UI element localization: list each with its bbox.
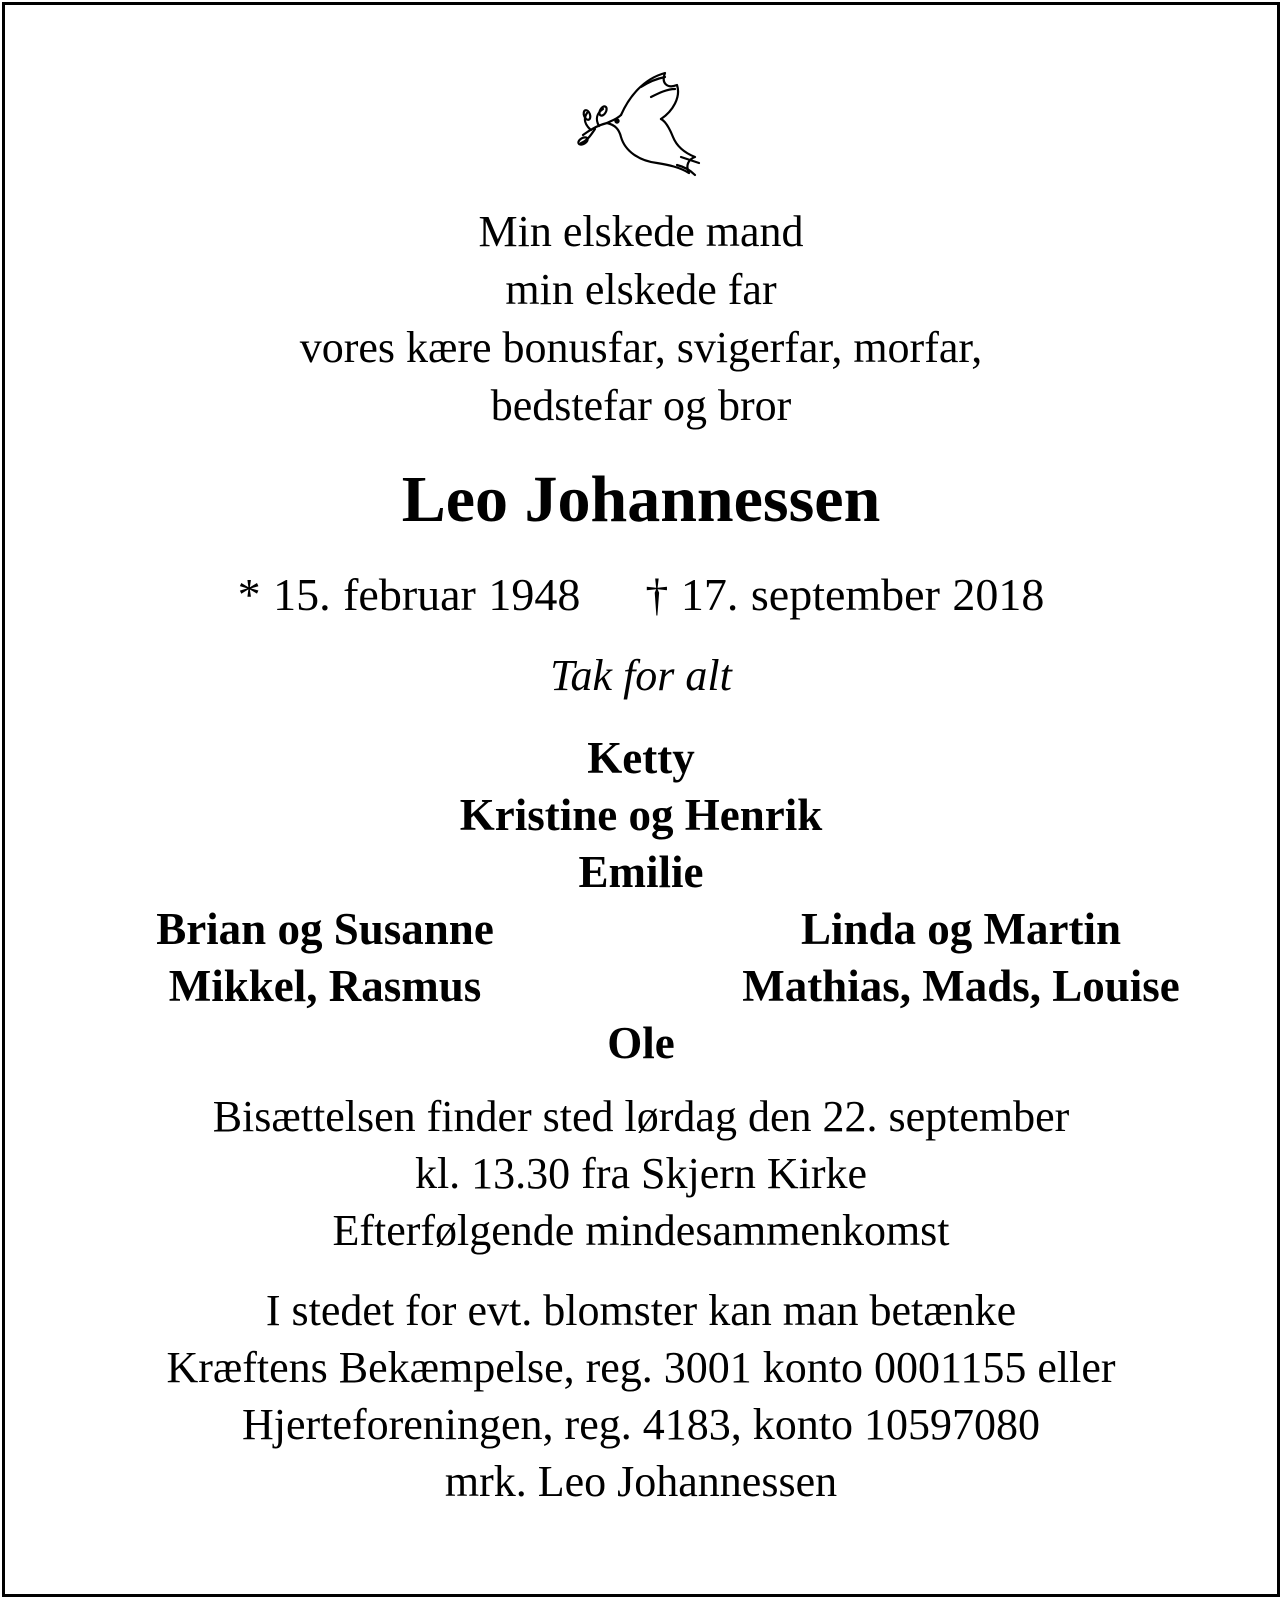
intro-text [5, 203, 1277, 435]
funeral-info [5, 1088, 1277, 1259]
family-line: Brian og Susanne [156, 904, 494, 954]
birth-date: 15. februar 1948 [273, 569, 581, 620]
funeral-line: kl. 13.30 fra Skjern Kirke [414, 1149, 868, 1198]
family-bottom [5, 1015, 1277, 1072]
family-line: Emilie [578, 847, 704, 897]
donation-line: Kræftens Bekæmpelse, reg. 3001 konto 0001155 eller [166, 1343, 1116, 1392]
death-symbol: † [645, 569, 669, 620]
intro-line: bedstefar og bror [490, 381, 792, 430]
family-line: Ketty [587, 733, 695, 783]
donation-line: mrk. Leo Johannessen [444, 1457, 838, 1506]
funeral-line: Efterfølgende mindesammenkomst [332, 1206, 950, 1255]
family-line: Kristine og Henrik [459, 790, 823, 840]
funeral-line: Bisættelsen finder sted lørdag den 22. september [212, 1092, 1070, 1141]
intro-line: vores kære bonusfar, svigerfar, morfar, [299, 323, 983, 372]
family-line: Mathias, Mads, Louise [742, 961, 1180, 1011]
death-date: 17. september 2018 [680, 569, 1045, 620]
intro-line: min elskede far [505, 265, 777, 314]
family-right-column [681, 901, 1241, 1015]
birth-symbol: * [237, 569, 261, 620]
obituary-notice [2, 2, 1280, 1597]
life-dates [5, 565, 1277, 625]
intro-line: Min elskede mand [478, 207, 804, 256]
deceased-name: Leo Johannessen [401, 463, 881, 536]
donation-line: Hjerteforeningen, reg. 4183, konto 10597080 [242, 1400, 1040, 1449]
family-line: Mikkel, Rasmus [168, 961, 482, 1011]
thanks-text: Tak for alt [550, 651, 732, 700]
family-top [5, 730, 1277, 901]
family-left-column [45, 901, 605, 1015]
family-line: Linda og Martin [800, 904, 1122, 954]
donation-info [5, 1282, 1277, 1510]
donation-line: I stedet for evt. blomster kan man betænke [265, 1286, 1017, 1335]
dove-icon [577, 67, 707, 177]
family-line: Ole [607, 1018, 675, 1068]
